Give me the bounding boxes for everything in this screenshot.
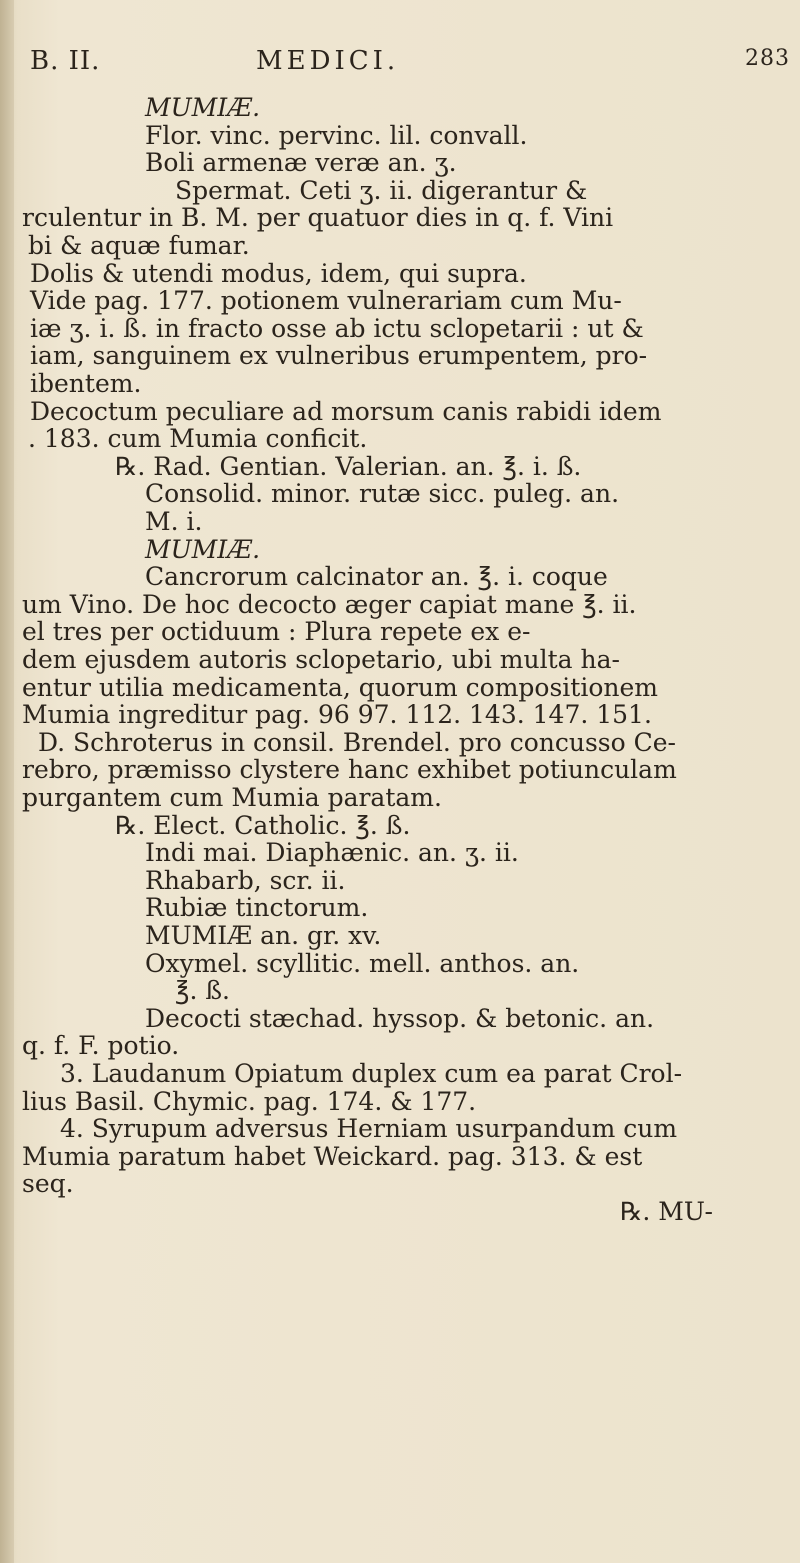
text-line: . 183. cum Mumia conficit. (28, 424, 368, 454)
text-line: 3. Laudanum Opiatum duplex cum ea parat Crol- (60, 1059, 683, 1088)
text-line: purgantem cum Mumia paratam. (22, 783, 442, 812)
text-line: bi & aquæ fumar. (28, 231, 250, 260)
text-line: ℞. Rad. Gentian. Valerian. an. ℥. i. ß. (115, 451, 582, 481)
text-line: Decoctum peculiare ad morsum canis rabidi idem (30, 396, 662, 426)
text-line: Oxymel. scyllitic. mell. anthos. an. (145, 948, 580, 978)
text-line: MUMIÆ. (145, 534, 261, 564)
page-number: 283 (745, 46, 790, 71)
text-line: seq. (22, 1169, 74, 1199)
running-header (30, 46, 790, 86)
text-line: ℥. ß. (175, 976, 230, 1006)
text-line: M. i. (145, 507, 203, 536)
text-line: D. Schroterus in consil. Brendel. pro concusso Ce- (38, 727, 677, 757)
text-line: Spermat. Ceti ʒ. ii. digerantur & (175, 175, 588, 205)
text-line: dem ejusdem autoris sclopetario, ubi multa ha- (22, 645, 620, 674)
text-line: q. f. F. potio. (22, 1031, 180, 1061)
text-line: ℞. MU- (620, 1197, 713, 1226)
header-title: MEDICI. (256, 46, 400, 76)
text-line: Rubiæ tinctorum. (145, 893, 369, 923)
text-line: el tres per octiduum : Plura repete ex e- (22, 617, 531, 647)
text-line: Flor. vinc. pervinc. lil. convall. (145, 120, 528, 150)
page-gutter (0, 0, 14, 1563)
header-left: B. II. (30, 46, 101, 76)
text-line: Cancrorum calcinator an. ℥. i. coque (145, 562, 608, 592)
text-line: um Vino. De hoc decocto æger capiat mane ℥. ii. (22, 589, 637, 619)
text-line: Dolis & utendi modus, idem, qui supra. (30, 258, 527, 288)
text-line: Vide pag. 177. potionem vulnerariam cum Mu- (30, 286, 622, 316)
text-line: MUMIÆ an. gr. xv. (145, 921, 382, 950)
text-line: 4. Syrupum adversus Herniam usurpandum cum (60, 1114, 678, 1144)
text-line: Rhabarb, scr. ii. (145, 865, 346, 895)
text-line: iæ ʒ. i. ß. in fracto osse ab ictu sclopetarii : ut & (30, 313, 644, 343)
text-line: rculentur in B. M. per quatuor dies in q. f. Vini (22, 203, 614, 233)
text-line: MUMIÆ. (145, 93, 261, 122)
text-line: Mumia ingreditur pag. 96 97. 112. 143. 147. 151. (22, 700, 652, 730)
text-line: Boli armenæ veræ an. ʒ. (145, 148, 457, 178)
text-line: ibentem. (30, 369, 142, 398)
text-line: Consolid. minor. rutæ sicc. puleg. an. (145, 479, 620, 509)
text-line: iam, sanguinem ex vulneribus erumpentem, pro- (30, 341, 648, 371)
text-line: lius Basil. Chymic. pag. 174. & 177. (22, 1086, 477, 1116)
text-line: rebro, præmisso clystere hanc exhibet potiunculam (22, 755, 677, 785)
text-line: Mumia paratum habet Weickard. pag. 313. & est (22, 1141, 643, 1171)
text-line: Indi mai. Diaphænic. an. ʒ. ii. (145, 838, 519, 868)
text-line: Decocti stæchad. hyssop. & betonic. an. (145, 1003, 655, 1033)
text-line: entur utilia medicamenta, quorum compositionem (22, 672, 658, 702)
text-line: ℞. Elect. Catholic. ℥. ß. (115, 810, 411, 840)
